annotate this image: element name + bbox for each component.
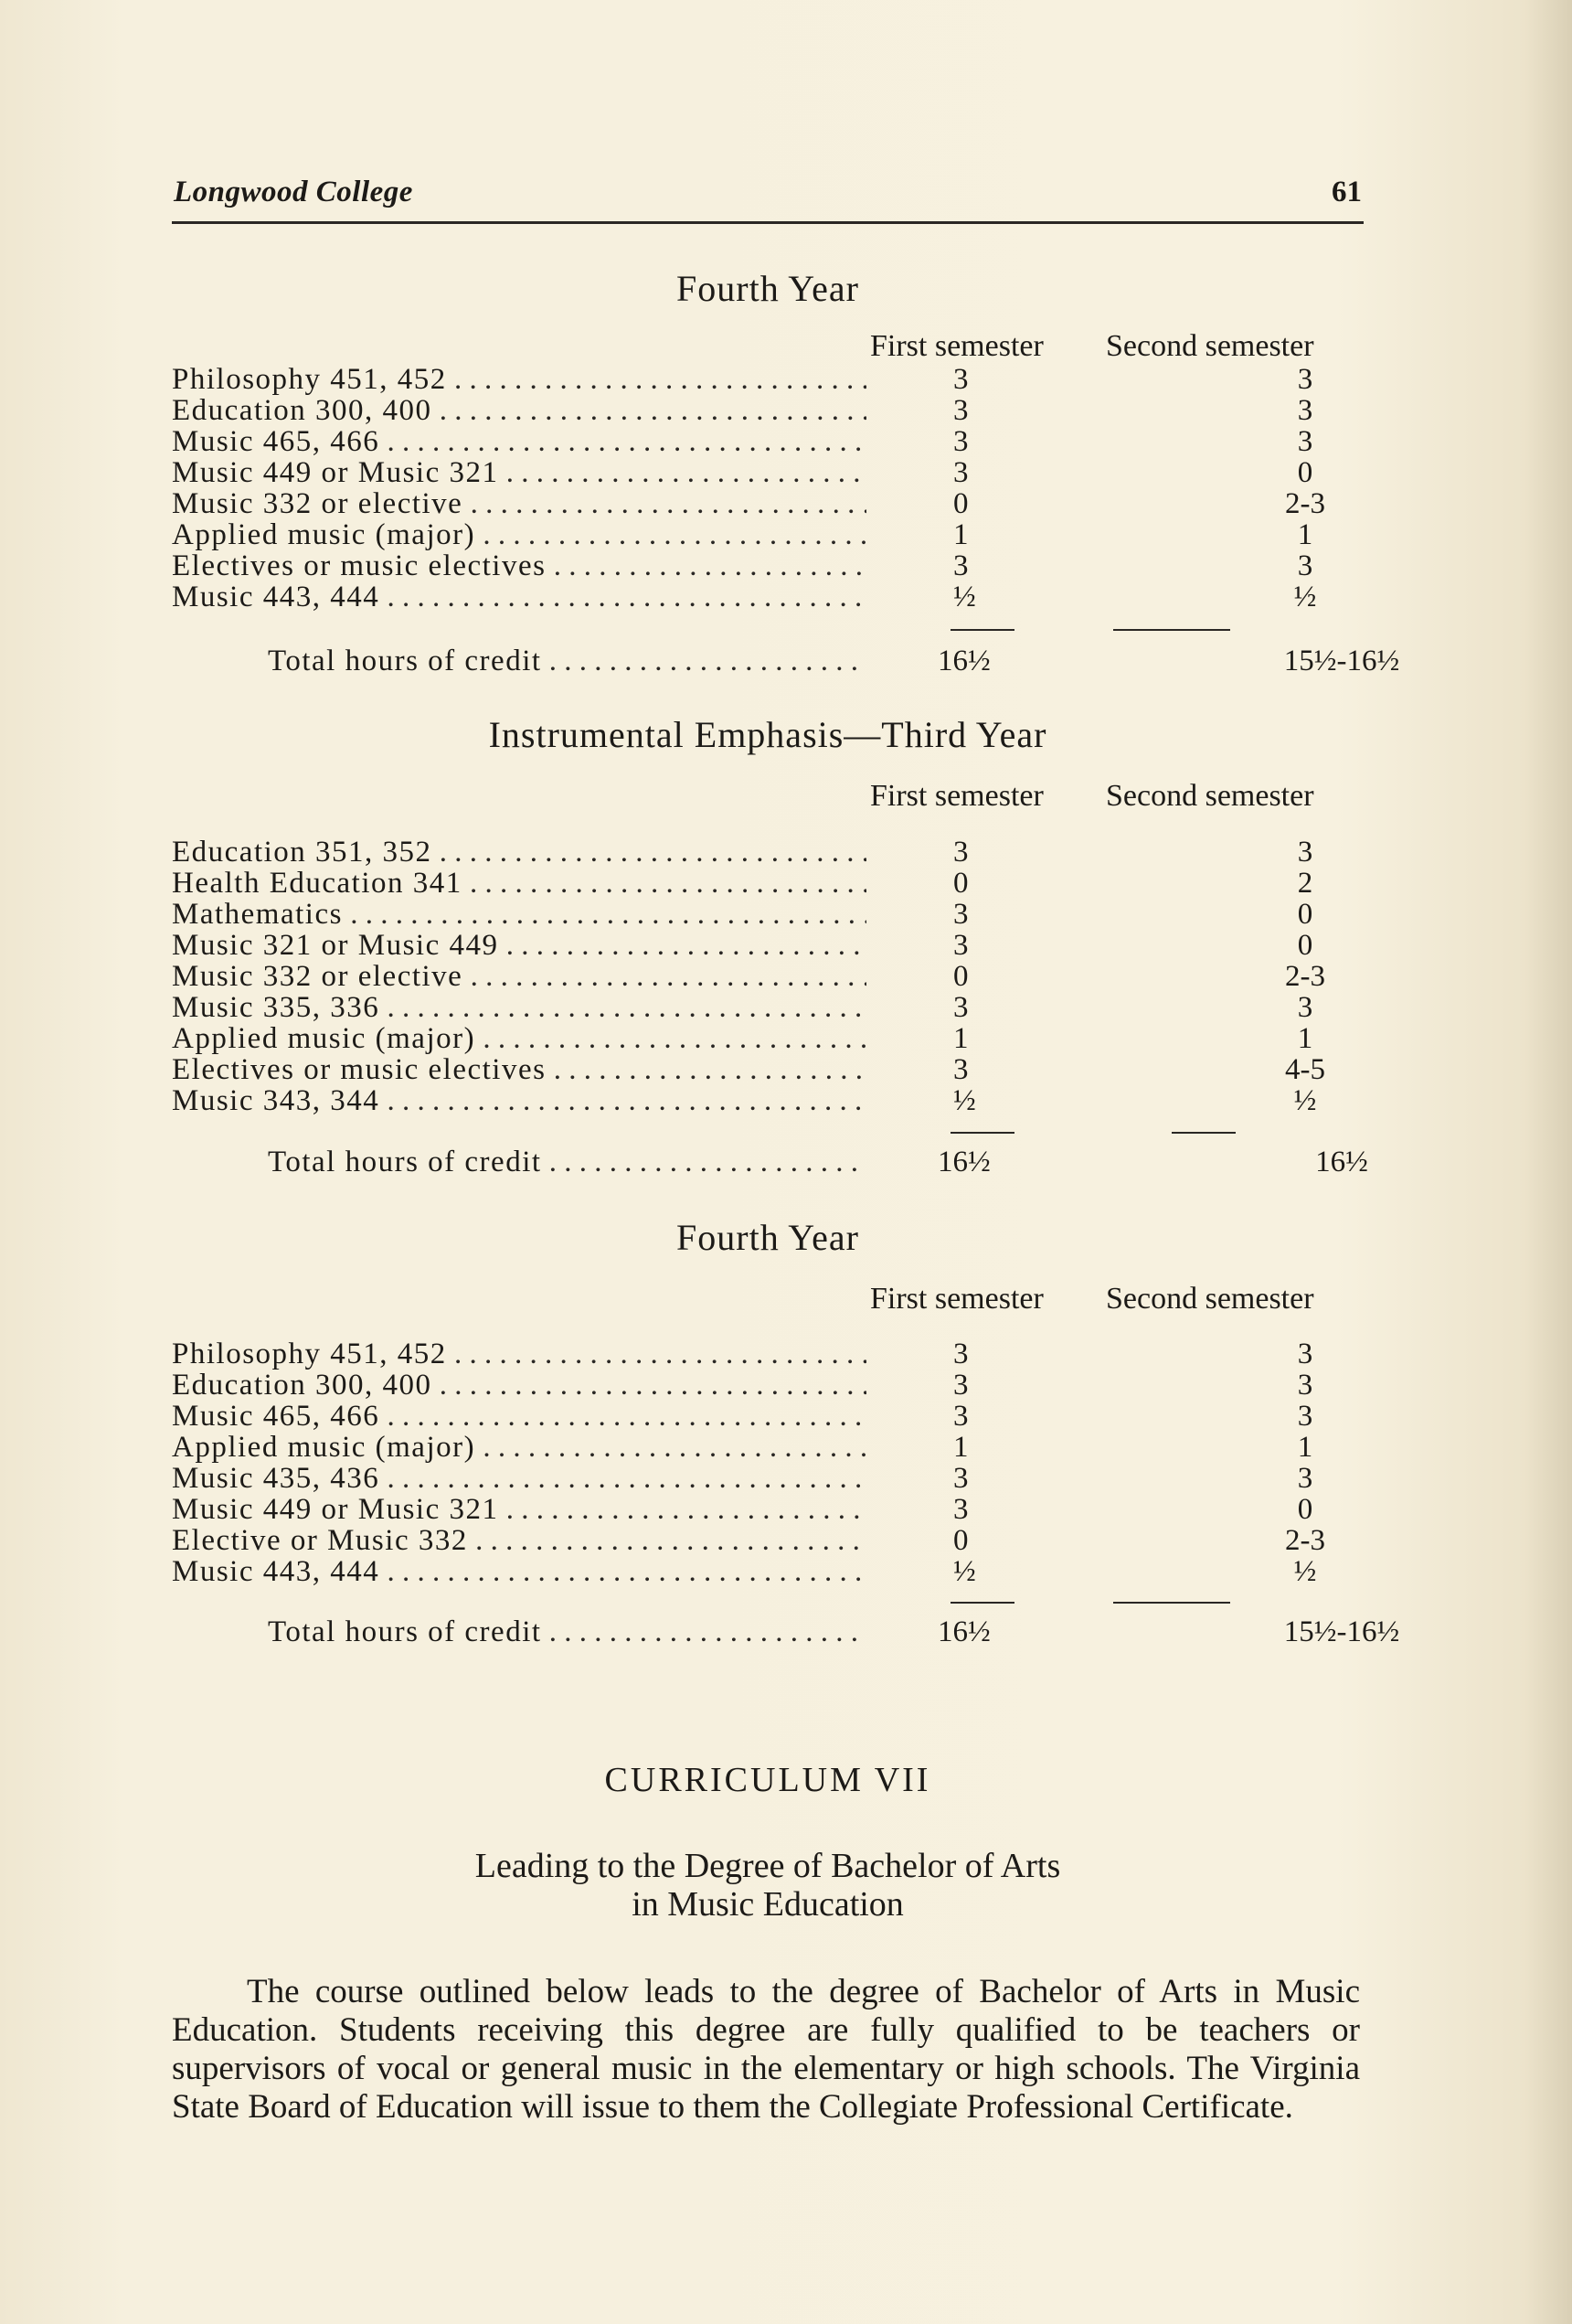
course-name: Electives or music electives . . . [172, 550, 866, 581]
course-name: Philosophy 451, 452 . . . [172, 364, 866, 395]
column-headings-2 [172, 779, 1364, 819]
course-name: Applied music (major) . . . [172, 1432, 866, 1463]
course-name: Music 465, 466 . . . [172, 1401, 866, 1432]
second-semester-value: 3 [1297, 1400, 1313, 1433]
first-semester-value: 3 [953, 1053, 969, 1086]
second-semester-value: 1 [1297, 518, 1313, 551]
second-semester-value: 2-3 [1285, 960, 1325, 993]
table-row [172, 1556, 1364, 1587]
first-semester-value: 1 [953, 518, 969, 551]
running-head: Longwood College [174, 176, 413, 208]
course-name: Education 300, 400 . . . [172, 1370, 866, 1401]
curriculum-description [172, 1973, 1360, 2127]
first-semester-value: 0 [953, 867, 969, 900]
second-semester-value: 1 [1297, 1431, 1313, 1464]
first-semester-value: 1 [953, 1022, 969, 1055]
second-semester-value: 3 [1297, 991, 1313, 1024]
table-row [172, 1401, 1364, 1432]
table-row [172, 519, 1364, 550]
first-semester-value: 0 [953, 487, 969, 520]
course-table-2 [172, 837, 1364, 1116]
total-rule-second [1113, 629, 1230, 631]
first-semester-value: ½ [953, 581, 976, 613]
table-row [172, 364, 1364, 395]
second-semester-value: ½ [1293, 1555, 1317, 1588]
second-semester-value: ½ [1293, 1084, 1317, 1117]
table-row [172, 1370, 1364, 1401]
table-row [172, 457, 1364, 488]
table-row [172, 1338, 1364, 1370]
second-semester-value: 4-5 [1285, 1053, 1325, 1086]
section-title-fourth-year-2: Fourth Year [676, 1217, 859, 1258]
first-semester-value: 3 [953, 929, 969, 962]
first-semester-value: 0 [953, 1524, 969, 1557]
second-semester-value: 3 [1297, 1369, 1313, 1402]
table-row [172, 868, 1364, 899]
table-row [172, 961, 1364, 992]
second-semester-value: 3 [1297, 425, 1313, 458]
second-semester-value: 3 [1297, 1462, 1313, 1495]
course-name: Education 351, 352 . . . [172, 837, 866, 868]
course-name: Music 343, 344 . . . [172, 1085, 866, 1116]
first-semester-value: 3 [953, 1369, 969, 1402]
course-name: Music 449 or Music 321 . . . [172, 1494, 866, 1525]
course-name: Music 332 or elective . . . [172, 488, 866, 519]
table-row [172, 550, 1364, 581]
total-first-semester: 16½ [938, 1146, 991, 1178]
first-semester-value: 3 [953, 1400, 969, 1433]
course-name: Philosophy 451, 452 . . . [172, 1338, 866, 1370]
second-semester-value: 0 [1297, 456, 1313, 489]
total-rule-first [951, 1602, 1014, 1604]
course-name: Music 465, 466 . . . [172, 426, 866, 457]
total-row-2 [172, 1141, 1368, 1183]
course-name: Music 449 or Music 321 . . . [172, 457, 866, 488]
table-row [172, 1023, 1364, 1054]
course-name: Mathematics . . . [172, 899, 866, 930]
page-header [172, 170, 1364, 224]
course-name: Music 443, 444 . . . [172, 1556, 866, 1587]
description-paragraph: The course outlined below leads to the degree of Bachelor of Arts in Music Education. Students receiving this degree are fully qualified to be teachers or supervisors of vocal or general music in the elementary or high schools. The Virginia State Board of Education will issue to them the Collegiate Professional Certificate. [172, 1973, 1360, 2126]
first-semester-value: 0 [953, 960, 969, 993]
course-name: Music 443, 444 . . . [172, 581, 866, 613]
total-label: Total hours of credit . . . [268, 1141, 866, 1183]
table-row [172, 1525, 1364, 1556]
first-semester-value: 3 [953, 549, 969, 582]
total-label: Total hours of credit . . . [268, 640, 866, 682]
second-semester-value: 2 [1297, 867, 1313, 900]
first-semester-value: 1 [953, 1431, 969, 1464]
table-row [172, 395, 1364, 426]
second-semester-value: 1 [1297, 1022, 1313, 1055]
course-name: Applied music (major) . . . [172, 1023, 866, 1054]
second-semester-heading: Second semester [1106, 329, 1314, 363]
course-name: Music 335, 336 . . . [172, 992, 866, 1023]
course-name: Education 300, 400 . . . [172, 395, 866, 426]
degree-title-line-2: in Music Education [632, 1885, 904, 1924]
table-row [172, 992, 1364, 1023]
second-semester-value: 2-3 [1285, 487, 1325, 520]
table-row [172, 1432, 1364, 1463]
total-rule-second [1113, 1602, 1230, 1604]
first-semester-value: 3 [953, 1493, 969, 1526]
table-row [172, 426, 1364, 457]
first-semester-value: 3 [953, 898, 969, 931]
table-row [172, 1054, 1364, 1085]
table-row [172, 930, 1364, 961]
table-row [172, 1085, 1364, 1116]
second-semester-value: 3 [1297, 394, 1313, 427]
second-semester-value: 3 [1297, 549, 1313, 582]
second-semester-value: 0 [1297, 898, 1313, 931]
first-semester-value: 3 [953, 1462, 969, 1495]
total-rule-second [1172, 1132, 1236, 1134]
first-semester-value: ½ [953, 1084, 976, 1117]
first-semester-value: 3 [953, 1338, 969, 1370]
degree-title-line-1: Leading to the Degree of Bachelor of Arts [474, 1847, 1061, 1885]
course-name: Elective or Music 332 . . . [172, 1525, 866, 1556]
course-table-1 [172, 364, 1364, 613]
total-first-semester: 16½ [938, 645, 991, 677]
course-name: Electives or music electives . . . [172, 1054, 866, 1085]
course-name: Music 435, 436 . . . [172, 1463, 866, 1494]
second-semester-heading: Second semester [1106, 1282, 1314, 1316]
first-semester-value: 3 [953, 394, 969, 427]
second-semester-value: ½ [1293, 581, 1317, 613]
second-semester-value: 0 [1297, 1493, 1313, 1526]
second-semester-value: 3 [1297, 836, 1313, 869]
first-semester-value: ½ [953, 1555, 976, 1588]
second-semester-value: 3 [1297, 363, 1313, 396]
first-semester-value: 3 [953, 836, 969, 869]
column-headings-3 [172, 1282, 1364, 1322]
first-semester-value: 3 [953, 425, 969, 458]
total-rule-first [951, 629, 1014, 631]
second-semester-value: 3 [1297, 1338, 1313, 1370]
table-row [172, 1463, 1364, 1494]
course-name: Health Education 341 . . . [172, 868, 866, 899]
second-semester-value: 2-3 [1285, 1524, 1325, 1557]
table-row [172, 837, 1364, 868]
second-semester-heading: Second semester [1106, 779, 1314, 813]
first-semester-value: 3 [953, 456, 969, 489]
second-semester-value: 0 [1297, 929, 1313, 962]
total-label: Total hours of credit . . . [268, 1611, 866, 1653]
table-row [172, 488, 1364, 519]
table-row [172, 899, 1364, 930]
total-second-semester: 15½-16½ [1283, 1615, 1400, 1648]
degree-title [172, 1847, 1364, 1924]
total-first-semester: 16½ [938, 1615, 991, 1648]
first-semester-heading: First semester [870, 779, 1044, 813]
course-table-3 [172, 1338, 1364, 1587]
total-row-3 [172, 1611, 1400, 1653]
total-second-semester: 16½ [1315, 1146, 1368, 1178]
table-row [172, 581, 1364, 613]
first-semester-value: 3 [953, 991, 969, 1024]
total-second-semester: 15½-16½ [1283, 645, 1400, 677]
course-name: Music 321 or Music 449 . . . [172, 930, 866, 961]
table-row [172, 1494, 1364, 1525]
first-semester-heading: First semester [870, 1282, 1044, 1316]
course-name: Music 332 or elective . . . [172, 961, 866, 992]
course-name: Applied music (major) . . . [172, 519, 866, 550]
total-rule-first [951, 1132, 1014, 1134]
first-semester-value: 3 [953, 363, 969, 396]
total-row-1 [172, 640, 1400, 682]
section-title-instrumental-third-year: Instrumental Emphasis—Third Year [488, 714, 1047, 755]
section-title-fourth-year-1: Fourth Year [676, 268, 859, 309]
curriculum-title: CURRICULUM VII [604, 1761, 931, 1799]
first-semester-heading: First semester [870, 329, 1044, 363]
page-number: 61 [1332, 176, 1362, 208]
